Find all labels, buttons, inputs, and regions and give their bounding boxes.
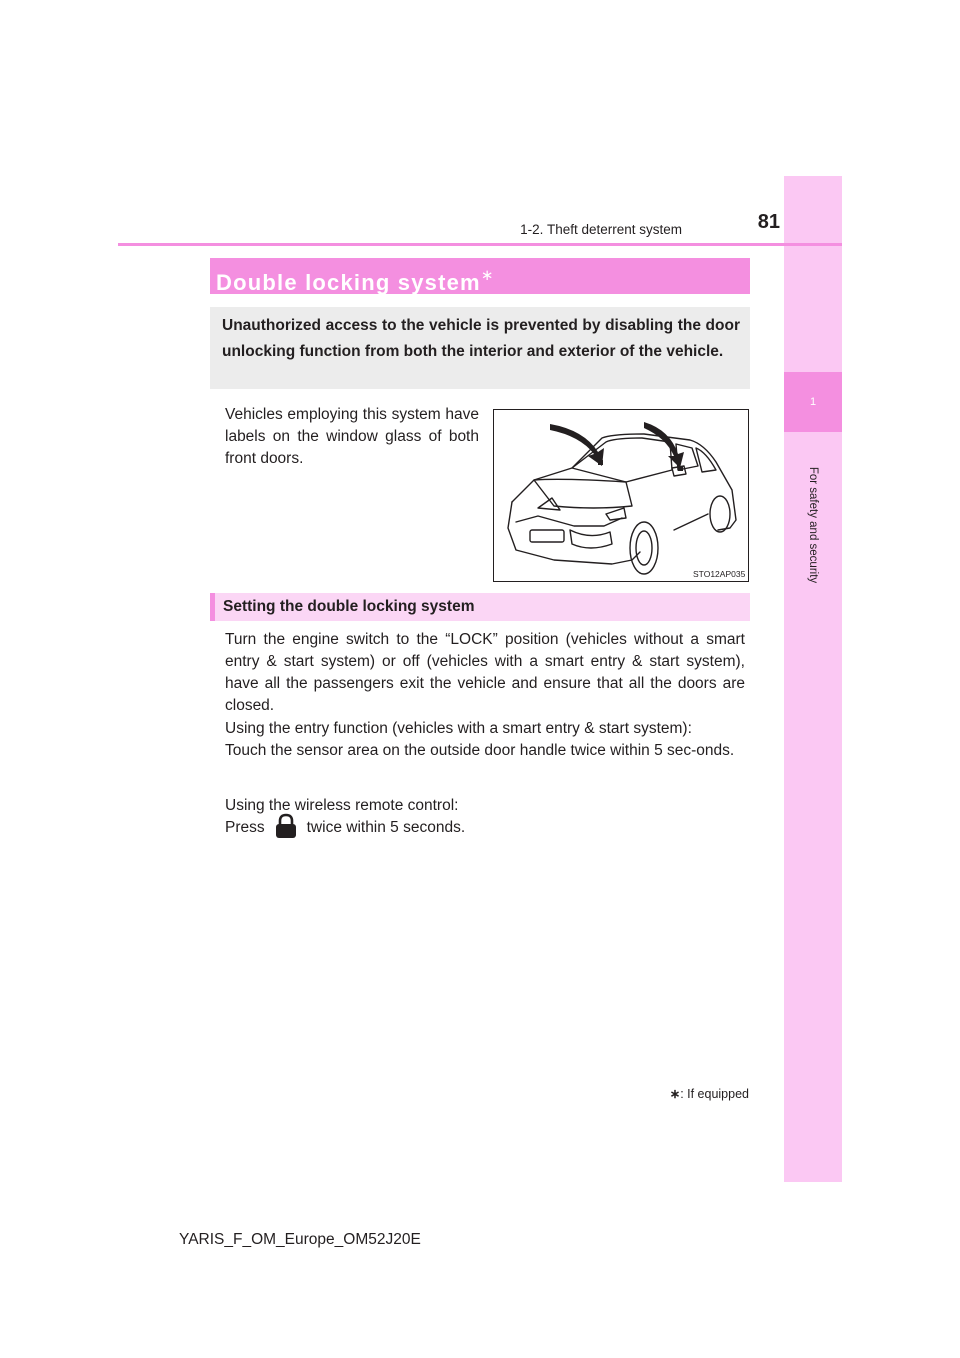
press-label: Press [225, 819, 265, 837]
subheading: Setting the double locking system [223, 598, 475, 615]
car-drawing [494, 410, 748, 581]
section-title: 1-2. Theft deterrent system [520, 222, 682, 237]
intro-text: Unauthorized access to the vehicle is prevented by disabling the door unlocking function from both the interior and exterior of the vehicle. [222, 317, 740, 360]
engine-paragraph: Turn the engine switch to the “LOCK” position (vehicles without a smart entry & start system) or off (vehicles with a smart entry & start system), have all the passengers exit the vehicle and ensure that all the doors are closed. [225, 631, 745, 714]
footnote-text: : If equipped [680, 1087, 749, 1101]
page-number: 81 [757, 211, 780, 233]
subheading-accent [210, 593, 215, 621]
footnote [560, 1086, 749, 1101]
car-illustration [493, 409, 749, 582]
remote-press-line [225, 817, 745, 839]
lock-icon [275, 813, 297, 839]
header-rule [118, 243, 842, 246]
entry-function-heading: Using the entry function (vehicles with a smart entry & start system): [225, 720, 692, 737]
labels-paragraph: Vehicles employing this system have labels on the window glass of both front doors. [225, 406, 479, 467]
chapter-side-tab [784, 176, 842, 1182]
document-footer: YARIS_F_OM_Europe_OM52J20E [179, 1231, 421, 1248]
press-suffix: twice within 5 seconds. [306, 819, 466, 837]
remote-heading: Using the wireless remote control: [225, 797, 459, 814]
entry-function-text: Touch the sensor area on the outside door handle twice within 5 sec-onds. [225, 742, 735, 759]
chapter-label [784, 440, 842, 610]
footnote-marker: ∗ [669, 1087, 681, 1101]
chapter-label-text: For safety and security [807, 466, 819, 584]
page-title [216, 258, 495, 301]
if-equipped-marker: ∗ [480, 267, 495, 284]
chapter-number: 1 [784, 372, 842, 432]
figure-code: STO12AP035 [693, 569, 746, 579]
page-title-text: Double locking system [216, 270, 481, 295]
